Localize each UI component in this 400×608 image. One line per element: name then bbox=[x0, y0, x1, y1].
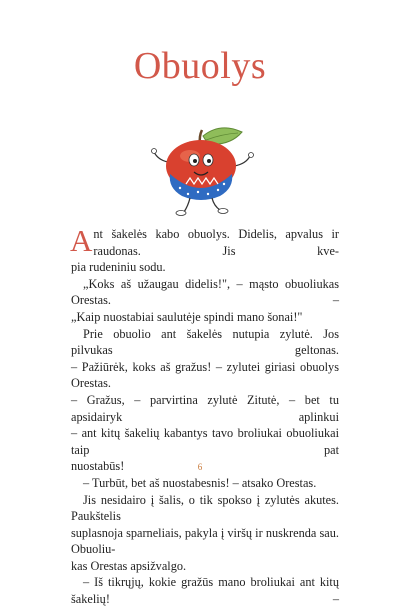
paragraph-line: Jis nesidairo į šalis, o tik spokso į zylutės akutes. Paukštelis bbox=[71, 492, 339, 524]
paragraph-line: – Turbūt, bet aš nuostabesnis! – atsako Orestas. bbox=[83, 475, 317, 490]
story-text bbox=[70, 223, 339, 608]
paragraph-line: suplasnoja sparneliais, pakyla į viršų ir nuskrenda sau. Obuoliu- bbox=[71, 525, 339, 557]
page-title: Obuolys bbox=[133, 45, 267, 87]
paragraph-line: – Iš tikrųjų, kokie gražūs mano broliukai ant kitų šakelių! – bbox=[71, 575, 339, 607]
drop-cap: A bbox=[70, 223, 93, 258]
paragraph-line: – ant kitų šakelių kabantys tavo broliukai obuoliukai taip pat bbox=[71, 426, 339, 457]
paragraph-line: – Gražus, – parvirtina zylutė Zitutė, – bet tu apsidairyk aplinkui bbox=[71, 392, 339, 424]
paragraph-line: kas Orestas apsižvalgo. bbox=[71, 558, 187, 573]
paragraph-line: Ant šakelės kabo obuolys. Didelis, apvalus ir raudonas. Jis kve- bbox=[70, 223, 339, 258]
paragraph-line: „Koks aš užaugau didelis!", – mąsto obuoliukas Orestas. – bbox=[71, 276, 339, 308]
paragraph-line: pia rudeniniu sodu. bbox=[71, 260, 166, 275]
paragraph-line: – Pažiūrėk, koks aš gražus! – zylutei giriasi obuolys Orestas. bbox=[71, 359, 339, 391]
paragraph-line: „Kaip nuostabiai saulutėje spindi mano šonai!" bbox=[71, 309, 303, 324]
page-number: 6 bbox=[197, 462, 203, 472]
apple-character-illustration bbox=[150, 122, 260, 217]
paragraph-line: nuostabūs! bbox=[71, 459, 125, 474]
paragraph-line: Prie obuolio ant šakelės nutupia zylutė. Jos pilvukas geltonas. bbox=[71, 326, 339, 358]
